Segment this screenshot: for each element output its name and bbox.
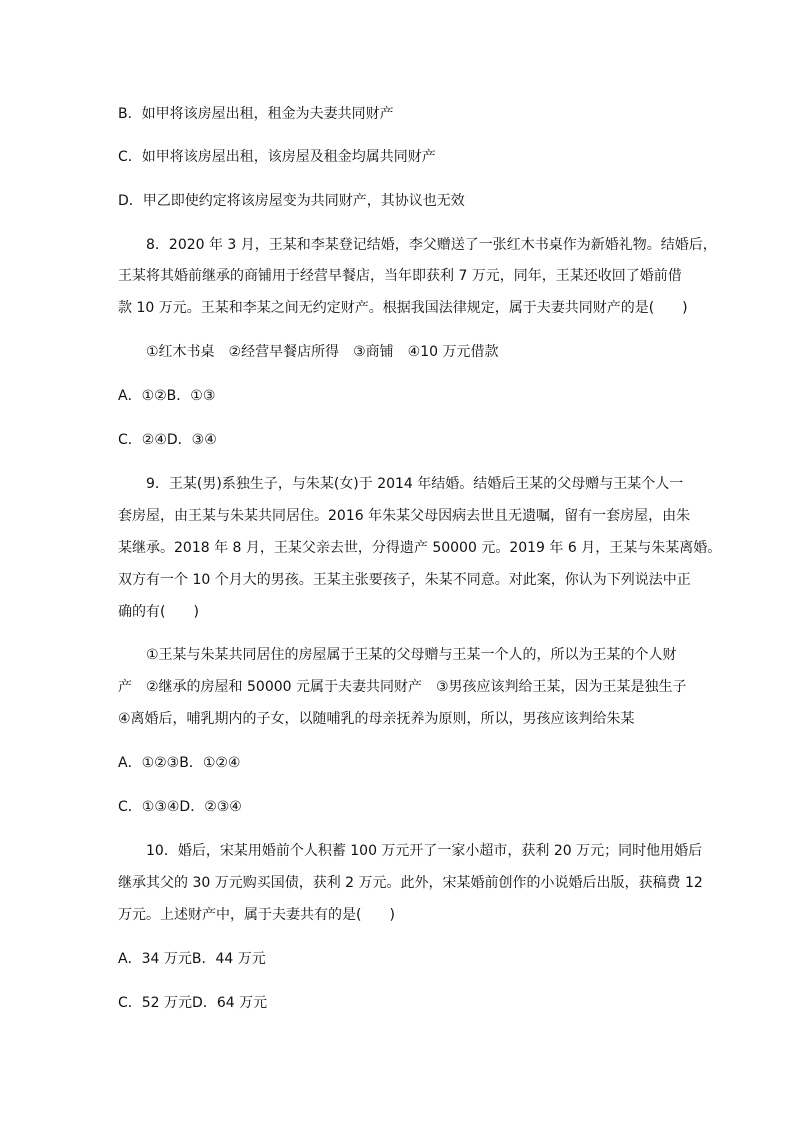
q8-stem-line2: 王某将其婚前继承的商铺用于经营早餐店，当年即获利 7 万元，同年，王某还收回了婚前借 bbox=[118, 268, 682, 284]
q8-items: ①红木书桌 ②经营早餐店所得 ③商铺 ④10 万元借款 bbox=[146, 344, 499, 360]
q9-option-cd: C．①③④D．②③④ bbox=[118, 799, 242, 815]
q10-stem-line3: 万元。上述财产中，属于夫妻共有的是( ) bbox=[118, 907, 395, 923]
q9-items-line1: ①王某与朱某共同居住的房屋属于王某的父母赠与王某一个人的，所以为王某的个人财 bbox=[146, 647, 677, 663]
q9-items-line2: 产 ②继承的房屋和 50000 元属于夫妻共同财产 ③男孩应该判给王某，因为王某是独生子 bbox=[118, 679, 687, 695]
q10-stem-line1: 10．婚后，宋某用婚前个人积蓄 100 万元开了一家小超市，获利 20 万元；同时他用婚后 bbox=[146, 843, 703, 859]
q9-option-ab: A．①②③B．①②④ bbox=[118, 755, 241, 771]
q9-items-line3: ④离婚后，哺乳期内的子女，以随哺乳的母亲抚养为原则，所以，男孩应该判给朱某 bbox=[118, 711, 635, 727]
q8-option-ab: A．①②B．①③ bbox=[118, 388, 216, 404]
q8-stem-line3: 款 10 万元。王某和李某之间无约定财产。根据我国法律规定，属于夫妻共同财产的是( ) bbox=[118, 300, 688, 316]
q9-stem-line1: 9．王某(男)系独生子，与朱某(女)于 2014 年结婚。结婚后王某的父母赠与王某个人一 bbox=[146, 476, 684, 492]
q9-stem-line5: 确的有( ) bbox=[118, 604, 199, 620]
q7-option-d: D．甲乙即使约定将该房屋变为共同财产，其协议也无效 bbox=[118, 193, 465, 209]
q9-stem-line3: 某继承。2018 年 8 月，王某父亲去世，分得遗产 50000 元。2019 年 6 月，王某与朱某离婚。 bbox=[118, 540, 722, 556]
q8-stem-line1: 8．2020 年 3 月，王某和李某登记结婚，李父赠送了一张红木书桌作为新婚礼物。结婚后， bbox=[146, 237, 717, 253]
q10-option-ab: A．34 万元B．44 万元 bbox=[118, 951, 266, 967]
q8-option-cd: C．②④D．③④ bbox=[118, 432, 217, 448]
q7-option-c: C．如甲将该房屋出租，该房屋及租金均属共同财产 bbox=[118, 149, 436, 165]
q9-stem-line2: 套房屋，由王某与朱某共同居住。2016 年朱某父母因病去世且无遗嘱，留有一套房屋，由朱 bbox=[118, 508, 691, 524]
q7-option-b: B．如甲将该房屋出租，租金为夫妻共同财产 bbox=[118, 106, 394, 122]
q9-stem-line4: 双方有一个 10 个月大的男孩。王某主张要孩子，朱某不同意。对此案，你认为下列说法中正 bbox=[118, 572, 691, 588]
q10-stem-line2: 继承其父的 30 万元购买国债，获利 2 万元。此外，宋某婚前创作的小说婚后出版，获稿费 12 bbox=[118, 875, 703, 891]
q10-option-cd: C．52 万元D．64 万元 bbox=[118, 995, 268, 1011]
